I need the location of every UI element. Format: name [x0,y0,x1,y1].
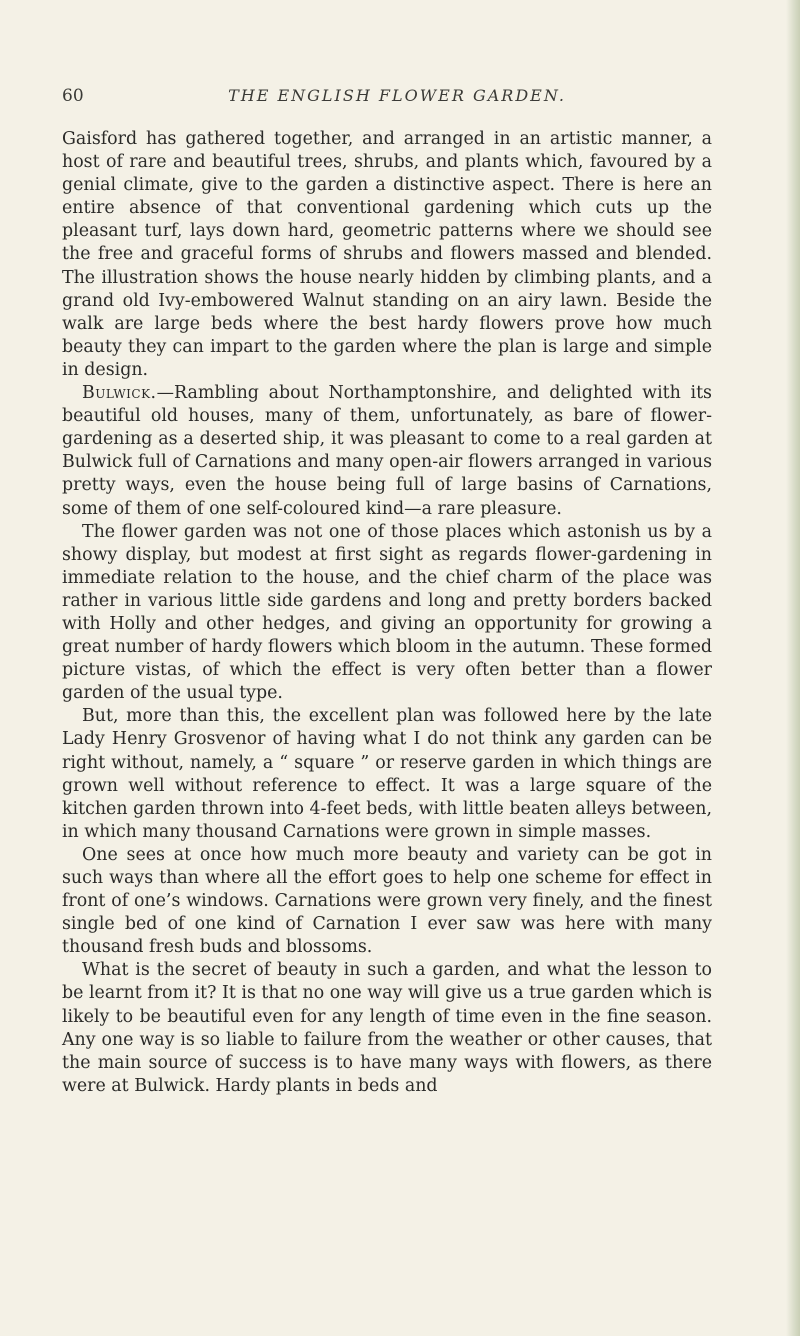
section-lead: Bulwick. [82,383,157,404]
paragraph-text: —Rambling about Northamptonshire, and delighted with its beautiful old houses, many of them, unfortunately, as bare of flower-gardening as a deserted ship, it was pleasant to come to a real garden at Bulwick full of Carnations and many open-air flowers arranged in various pretty ways, even the house being full of large basins of Carnations, some of them of one self-coloured kind—a rare pleasure. [62,383,712,519]
paragraph: Gaisford has gathered together, and arranged in an artistic manner, a host of rare and beautiful trees, shrubs, and plants which, favoured by a genial climate, give to the garden a distinctive aspect. There is here an entire absence of that conventional gardening which cuts up the pleasant turf, lays down hard, geometric patterns where we should see the free and graceful forms of shrubs and flowers massed and blended. The illustration shows the house nearly hidden by climbing plants, and a grand old Ivy-embowered Walnut standing on an airy lawn. Beside the walk are large beds where the best hardy flowers prove how much beauty they can impart to the garden where the plan is large and simple in design. [62,129,712,380]
page-edge [786,0,800,1336]
page-header [62,86,712,110]
paragraph: One sees at once how much more beauty and variety can be got in such ways than where all the effort goes to help one scheme for effect in front of one’s windows. Carnations were grown very finely, and the finest single bed of one kind of Carnation I ever saw was here with many thousand fresh buds and blossoms. [62,844,712,958]
paragraph: But, more than this, the excellent plan was followed here by the late Lady Henry Grosvenor of having what I do not think any garden can be right without, namely, a “ square ” or reserve garden in which things are grown well without reference to effect. It was a large square of the kitchen garden thrown into 4-feet beds, with little beaten alleys between, in which many thousand Carnations were grown in simple masses. [62,706,712,842]
body-text [62,128,712,1098]
paragraph: What is the secret of beauty in such a garden, and what the lesson to be learnt from it? It is that no one way will give us a true garden which is likely to be beautiful even for any length of time even in the fine season. Any one way is so liable to failure from the weather or other causes, that the main source of success is to have many ways with flowers, as there were at Bulwick. Hardy plants in beds and [62,960,712,1096]
running-head: THE ENGLISH FLOWER GARDEN. [228,86,566,105]
paragraph: The flower garden was not one of those places which astonish us by a showy display, but modest at first sight as regards flower-gardening in immediate relation to the house, and the chief charm of the place was rather in various little side gardens and long and pretty borders backed with Holly and other hedges, and giving an opportunity for growing a great number of hardy flowers which bloom in the autumn. These formed picture vistas, of which the effect is very often better than a flower garden of the usual type. [62,521,712,704]
page-number: 60 [62,86,84,106]
paragraph [62,382,712,521]
